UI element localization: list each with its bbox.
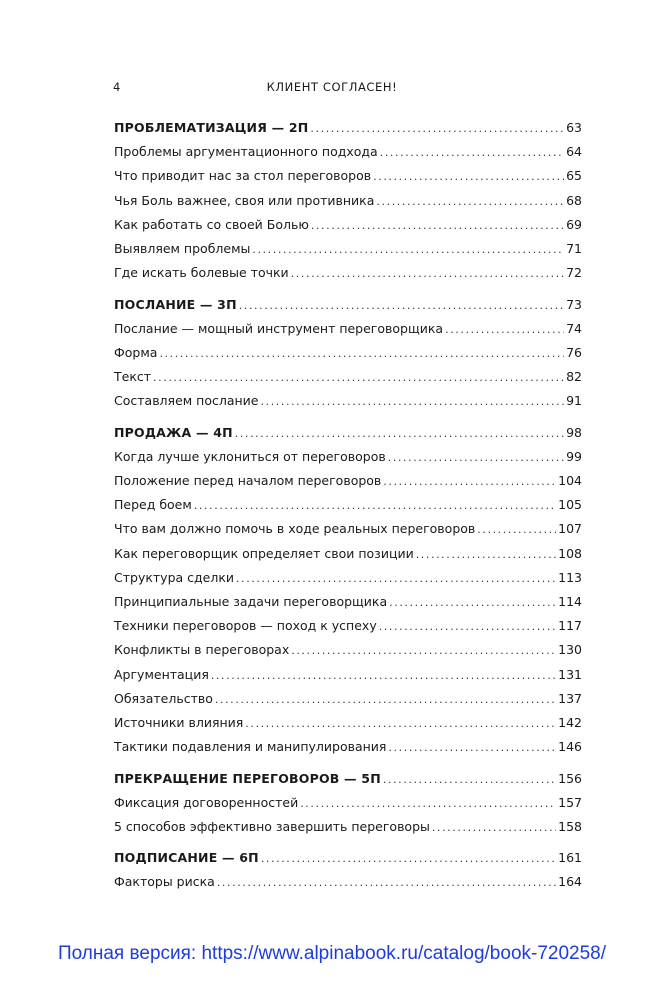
running-title: КЛИЕНТ СОГЛАСЕН! — [266, 80, 398, 94]
toc-entry — [114, 568, 582, 588]
dot-leader — [159, 344, 564, 364]
toc-entry — [114, 713, 582, 733]
toc-page-number: 64 — [566, 144, 582, 160]
dot-leader — [215, 690, 556, 710]
toc-entry — [114, 817, 582, 837]
toc-page-number: 73 — [566, 296, 582, 312]
toc-page-number: 71 — [566, 241, 582, 256]
toc-entry — [114, 665, 582, 685]
toc-page-number: 107 — [558, 521, 582, 537]
toc-page-number: 63 — [566, 120, 582, 135]
dot-leader — [291, 641, 556, 661]
toc-title: Положение перед началом переговоров — [114, 473, 382, 488]
toc-page-number: 99 — [566, 448, 582, 464]
toc-title: ПРОБЛЕМАТИЗАЦИЯ — 2П — [114, 120, 309, 135]
dot-leader — [291, 264, 564, 284]
dot-leader — [379, 617, 556, 637]
toc-title: Конфликты в переговорах — [114, 642, 290, 658]
dot-leader — [217, 873, 556, 893]
dot-leader — [235, 424, 564, 444]
toc-title: Когда лучше уклониться от переговоров — [114, 448, 386, 464]
toc-entry — [114, 544, 582, 564]
dot-leader — [153, 368, 564, 388]
toc-page-number: 113 — [558, 569, 582, 585]
toc-page-number: 104 — [558, 473, 582, 488]
toc-page-number: 72 — [566, 265, 582, 281]
page-header — [0, 80, 664, 96]
toc-title: Тактики подавления и манипулирования — [114, 739, 387, 755]
toc-section-heading — [114, 118, 582, 138]
page-number: 4 — [113, 80, 121, 94]
toc-title: Как работать со своей Болью — [114, 216, 309, 232]
toc-title: Чья Боль важнее, своя или противника — [114, 192, 375, 208]
toc-entry — [114, 447, 582, 467]
toc-page-number: 65 — [566, 168, 582, 184]
toc-entry — [114, 319, 582, 339]
toc-entry — [114, 616, 582, 636]
toc-title: ПОСЛАНИЕ — 3П — [114, 296, 237, 312]
dot-leader — [311, 216, 564, 236]
dot-leader — [261, 392, 565, 412]
toc-entry — [114, 166, 582, 186]
toc-entry — [114, 142, 582, 162]
toc-page-number: 158 — [558, 818, 582, 834]
toc-title: ПРЕКРАЩЕНИЕ ПЕРЕГОВОРОВ — 5П — [114, 770, 381, 786]
toc-page-number: 130 — [558, 642, 582, 658]
toc-title: Текст — [114, 369, 152, 385]
dot-leader — [252, 240, 564, 260]
dot-leader — [388, 738, 556, 758]
toc-section-heading — [114, 295, 582, 315]
toc-page-number: 157 — [558, 794, 582, 810]
toc-page-number: 82 — [566, 369, 582, 385]
toc-entry — [114, 689, 582, 709]
toc-entry — [114, 592, 582, 612]
dot-leader — [416, 545, 556, 565]
toc-title: Фиксация договоренностей — [114, 794, 299, 810]
toc-section-heading — [114, 423, 582, 443]
toc-page-number: 108 — [558, 545, 582, 561]
dot-leader — [383, 770, 556, 790]
toc-title: Что приводит нас за стол переговоров — [114, 168, 372, 184]
dot-leader — [300, 794, 556, 814]
toc-title: Принципиальные задачи переговорщика — [114, 594, 388, 609]
dot-leader — [194, 496, 556, 516]
toc-entry — [114, 367, 582, 387]
dot-leader — [245, 714, 556, 734]
dot-leader — [432, 818, 556, 838]
toc-entry — [114, 263, 582, 283]
dot-leader — [239, 296, 564, 316]
dot-leader — [373, 167, 564, 187]
dot-leader — [477, 520, 556, 540]
toc-entry — [114, 737, 582, 757]
toc-title: Структура сделки — [114, 569, 235, 585]
toc-title: Где искать болевые точки — [114, 265, 289, 281]
toc-entry — [114, 640, 582, 660]
toc-title: Обязательство — [114, 690, 213, 706]
toc-page-number: 114 — [558, 594, 582, 609]
toc-entry — [114, 519, 582, 539]
dot-leader — [261, 849, 556, 869]
full-version-link[interactable]: Полная версия: https://www.alpinabook.ru/catalog/book-720258/ — [57, 943, 607, 964]
toc-page-number: 131 — [558, 666, 582, 682]
toc-entry — [114, 495, 582, 515]
toc-entry — [114, 343, 582, 363]
toc-entry — [114, 793, 582, 813]
toc-page-number: 156 — [558, 770, 582, 786]
toc-title: Выявляем проблемы — [114, 241, 251, 256]
toc-title: Аргументация — [114, 666, 209, 682]
toc-title: Послание — мощный инструмент переговорщика — [114, 320, 444, 336]
toc-section-heading — [114, 769, 582, 789]
toc-title: Перед боем — [114, 497, 192, 513]
toc-page-number: 74 — [566, 320, 582, 336]
toc-page-number: 164 — [558, 874, 582, 890]
toc-title: Составляем послание — [114, 393, 259, 409]
dot-leader — [236, 569, 556, 589]
toc-title: Факторы риска — [114, 874, 215, 890]
toc-page-number: 146 — [558, 739, 582, 755]
toc-page-number: 76 — [566, 344, 582, 360]
dot-leader — [388, 448, 564, 468]
toc-title: ПРОДАЖА — 4П — [114, 424, 233, 440]
toc-entry — [114, 215, 582, 235]
dot-leader — [445, 320, 564, 340]
dot-leader — [211, 666, 556, 686]
toc-title: Проблемы аргументационного подхода — [114, 144, 378, 160]
toc-page-number: 98 — [566, 424, 582, 440]
dot-leader — [310, 119, 564, 139]
toc-title: ПОДПИСАНИЕ — 6П — [114, 850, 259, 866]
dot-leader — [376, 192, 564, 212]
toc-page-number: 69 — [566, 216, 582, 232]
toc-page-number: 105 — [558, 497, 582, 513]
toc-title: Техники переговоров — поход к успеху — [114, 618, 377, 634]
toc-title: Как переговорщик определяет свои позиции — [114, 545, 414, 561]
toc-page-number: 68 — [566, 192, 582, 208]
toc-entry — [114, 471, 582, 491]
dot-leader — [380, 143, 564, 163]
toc-entry — [114, 391, 582, 411]
toc-page-number: 117 — [558, 618, 582, 634]
toc-page-number: 91 — [566, 393, 582, 409]
toc-entry — [114, 239, 582, 259]
toc-title: 5 способов эффективно завершить переговоры — [114, 818, 430, 834]
toc-entry — [114, 191, 582, 211]
toc-page-number: 142 — [558, 715, 582, 730]
toc-section-heading — [114, 848, 582, 868]
toc-page-number: 137 — [558, 690, 582, 706]
toc-page-number: 161 — [558, 850, 582, 866]
dot-leader — [383, 472, 556, 492]
toc-title: Форма — [114, 344, 158, 360]
dot-leader — [389, 593, 556, 613]
toc-title: Что вам должно помочь в ходе реальных переговоров — [114, 521, 476, 537]
toc-entry — [114, 872, 582, 892]
toc-title: Источники влияния — [114, 715, 244, 730]
